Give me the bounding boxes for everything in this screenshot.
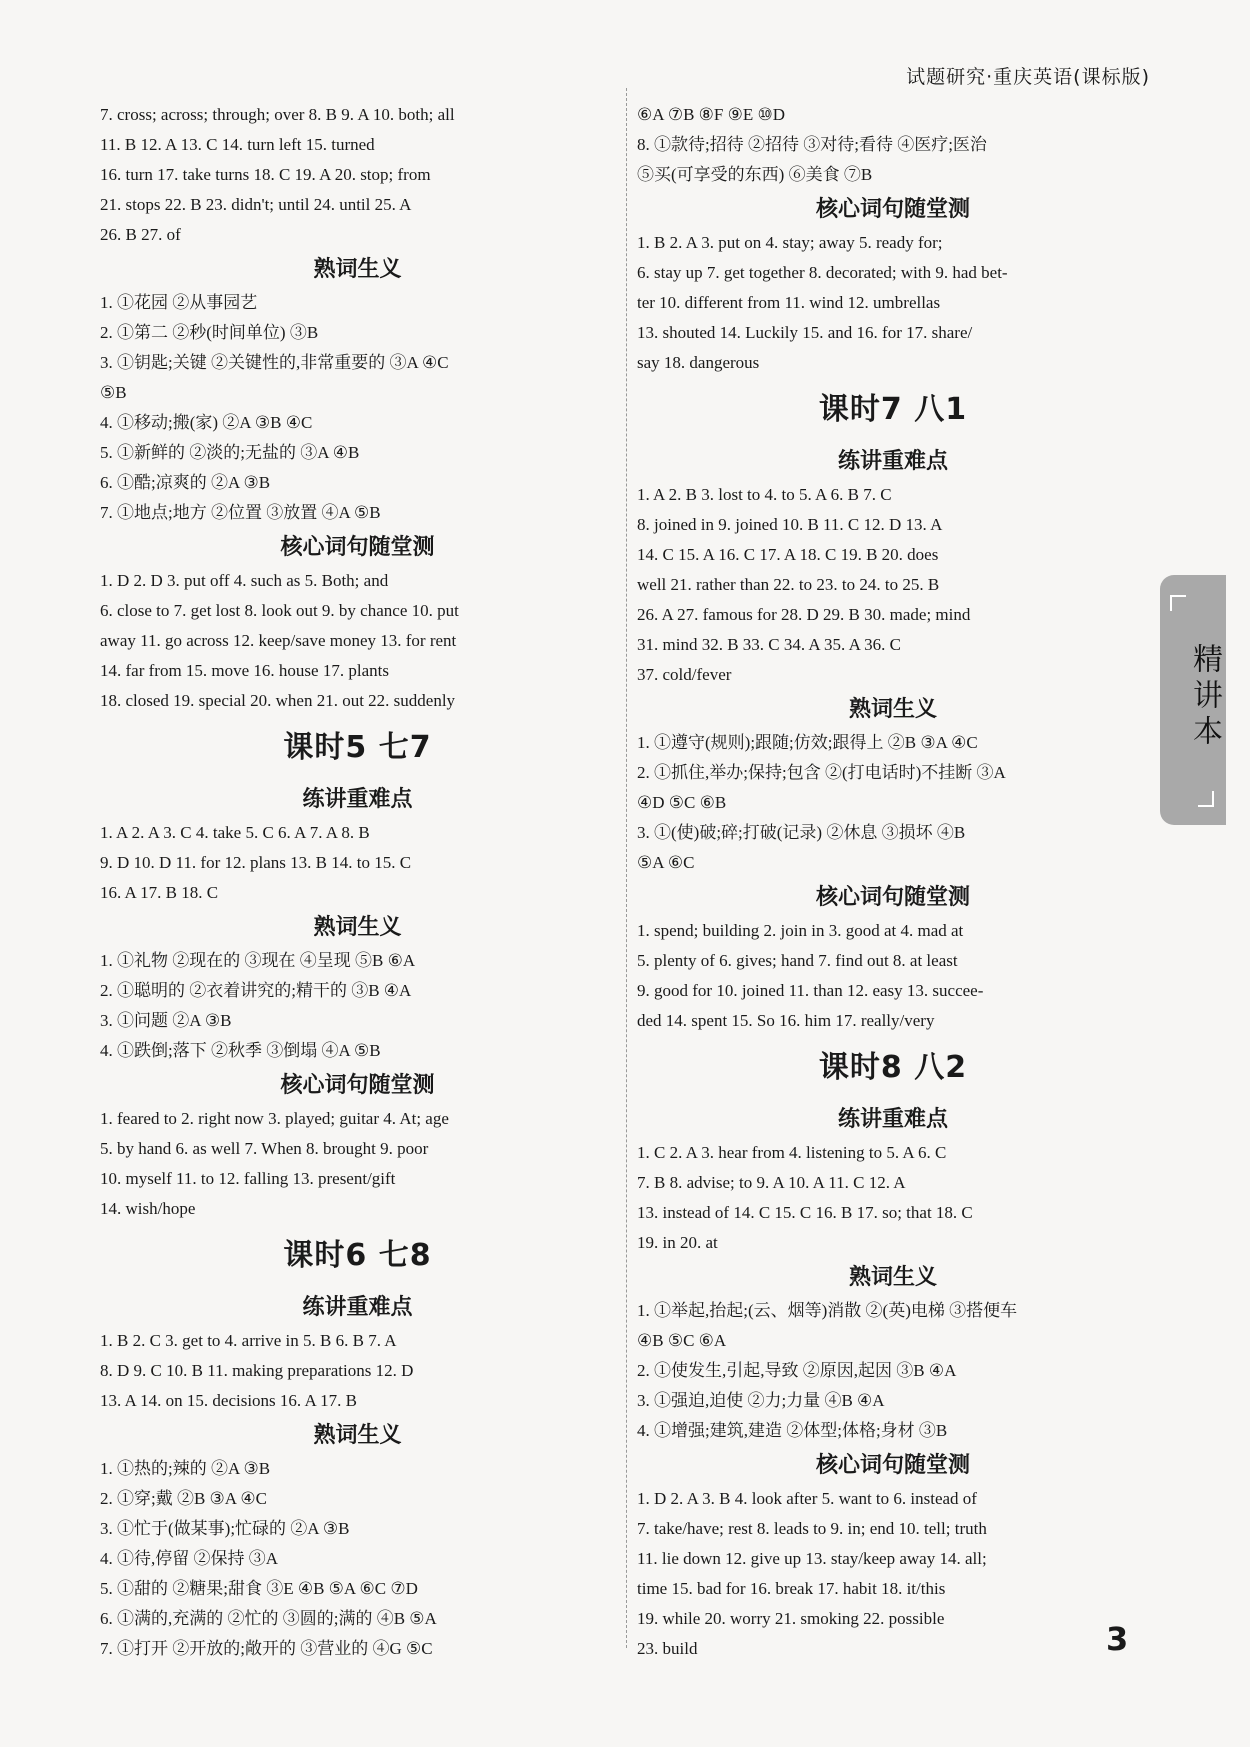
answer-line: 1. B 2. C 3. get to 4. arrive in 5. B 6. B 7. A	[100, 1331, 397, 1350]
answer-line: well 21. rather than 22. to 23. to 24. to 25. B	[637, 575, 940, 594]
answer-line: 31. mind 32. B 33. C 34. A 35. A 36. C	[637, 635, 902, 654]
left-column	[100, 100, 615, 1664]
section-heading: 核心词句随堂测	[280, 1073, 435, 1098]
section-heading: 核心词句随堂测	[815, 885, 970, 910]
answer-line: 7. ①打开 ②开放的;敞开的 ③营业的 ④G ⑤C	[100, 1639, 433, 1658]
answer-line: ded 14. spent 15. So 16. him 17. really/very	[637, 1011, 935, 1030]
answer-line: 1. ①花园 ②从事园艺	[100, 293, 258, 312]
answer-line: 9. good for 10. joined 11. than 12. easy 13. succee-	[637, 981, 984, 1000]
answer-line: 1. ①热的;辣的 ②A ③B	[100, 1459, 271, 1478]
answer-line: 3. ①忙于(做某事);忙碌的 ②A ③B	[100, 1519, 350, 1538]
answer-line: 16. A 17. B 18. C	[100, 883, 219, 902]
answer-line: 1. C 2. A 3. hear from 4. listening to 5. A 6. C	[637, 1143, 947, 1162]
answer-line: 23. build	[637, 1639, 698, 1658]
answer-line: 14. C 15. A 16. C 17. A 18. C 19. B 20. does	[637, 545, 939, 564]
answer-line: 13. A 14. on 15. decisions 16. A 17. B	[100, 1391, 357, 1410]
side-tab-label: 精讲本	[1187, 643, 1222, 751]
answer-line: 10. myself 11. to 12. falling 13. present/gift	[100, 1169, 396, 1188]
answer-line: ④D ⑤C ⑥B	[637, 793, 727, 812]
answer-line: 8. D 9. C 10. B 11. making preparations 12. D	[100, 1361, 414, 1380]
answer-line: 2. ①使发生,引起,导致 ②原因,起因 ③B ④A	[637, 1361, 957, 1380]
answer-line: 14. wish/hope	[100, 1199, 196, 1218]
answer-line: 2. ①第二 ②秒(时间单位) ③B	[100, 323, 319, 342]
section-heading: 核心词句随堂测	[815, 197, 970, 222]
answer-line: 21. stops 22. B 23. didn't; until 24. until 25. A	[100, 195, 412, 214]
page-header: 试题研究·重庆英语(课标版)	[906, 66, 1150, 88]
answer-line: 1. spend; building 2. join in 3. good at 4. mad at	[637, 921, 964, 940]
answer-line: ⑥A ⑦B ⑧F ⑨E ⑩D	[637, 105, 785, 124]
answer-line: 3. ①(使)破;碎;打破(记录) ②休息 ③损坏 ④B	[637, 823, 966, 842]
section-heading: 熟词生义	[313, 257, 402, 282]
answer-line: 6. stay up 7. get together 8. decorated; with 9. had bet-	[637, 263, 1008, 282]
answer-line: 3. ①钥匙;关键 ②关键性的,非常重要的 ③A ④C	[100, 353, 449, 372]
answer-line: 4. ①跌倒;落下 ②秋季 ③倒塌 ④A ⑤B	[100, 1041, 381, 1060]
section-heading: 练讲重难点	[837, 449, 948, 474]
answer-line: 7. B 8. advise; to 9. A 10. A 11. C 12. A	[637, 1173, 906, 1192]
section-heading: 核心词句随堂测	[815, 1453, 970, 1478]
section-heading: 熟词生义	[848, 1265, 937, 1290]
answer-line: 1. feared to 2. right now 3. played; guitar 4. At; age	[100, 1109, 449, 1128]
answer-line: 8. ①款待;招待 ②招待 ③对待;看待 ④医疗;医治	[637, 135, 987, 154]
answer-line: 1. ①举起,抬起;(云、烟等)消散 ②(英)电梯 ③搭便车	[637, 1301, 1018, 1320]
right-column	[637, 100, 1149, 1664]
answer-line: ⑤A ⑥C	[637, 853, 695, 872]
answer-line: 4. ①待,停留 ②保持 ③A	[100, 1549, 279, 1568]
section-heading: 核心词句随堂测	[280, 535, 435, 560]
lesson-title: 课时6 七8	[283, 1238, 432, 1273]
answer-line: ⑤买(可享受的东西) ⑥美食 ⑦B	[637, 165, 873, 184]
answer-line: 14. far from 15. move 16. house 17. plants	[100, 661, 389, 680]
answer-line: 9. D 10. D 11. for 12. plans 13. B 14. to 15. C	[100, 853, 412, 872]
answer-line: 3. ①问题 ②A ③B	[100, 1011, 232, 1030]
answer-line: 4. ①增强;建筑,建造 ②体型;体格;身材 ③B	[637, 1421, 948, 1440]
answer-line: 1. D 2. A 3. B 4. look after 5. want to 6. instead of	[637, 1489, 977, 1508]
section-heading: 熟词生义	[313, 915, 402, 940]
section-heading: 熟词生义	[313, 1423, 402, 1448]
answer-line: 5. ①新鲜的 ②淡的;无盐的 ③A ④B	[100, 443, 360, 462]
answer-line: 7. take/have; rest 8. leads to 9. in; end 10. tell; truth	[637, 1519, 987, 1538]
answer-line: 1. A 2. A 3. C 4. take 5. C 6. A 7. A 8. B	[100, 823, 370, 842]
answer-line: 11. B 12. A 13. C 14. turn left 15. turned	[100, 135, 375, 154]
answer-line: 2. ①穿;戴 ②B ③A ④C	[100, 1489, 267, 1508]
answer-line: ④B ⑤C ⑥A	[637, 1331, 727, 1350]
answer-line: 19. while 20. worry 21. smoking 22. possible	[637, 1609, 945, 1628]
answer-line: 5. ①甜的 ②糖果;甜食 ③E ④B ⑤A ⑥C ⑦D	[100, 1579, 418, 1598]
answer-line: 6. close to 7. get lost 8. look out 9. by chance 10. put	[100, 601, 459, 620]
answer-line: 1. ①礼物 ②现在的 ③现在 ④呈现 ⑤B ⑥A	[100, 951, 416, 970]
section-heading: 练讲重难点	[302, 1295, 413, 1320]
answer-line: 13. shouted 14. Luckily 15. and 16. for 17. share/	[637, 323, 973, 342]
answer-line: time 15. bad for 16. break 17. habit 18. it/this	[637, 1579, 946, 1598]
lesson-title: 课时7 八1	[818, 392, 968, 427]
section-heading: 练讲重难点	[837, 1107, 948, 1132]
answer-line: 5. by hand 6. as well 7. When 8. brought 9. poor	[100, 1139, 429, 1158]
section-heading: 练讲重难点	[302, 787, 413, 812]
answer-line: away 11. go across 12. keep/save money 13. for rent	[100, 631, 457, 650]
answer-line: 7. cross; across; through; over 8. B 9. A 10. both; all	[100, 105, 455, 124]
answer-line: 37. cold/fever	[637, 665, 732, 684]
lesson-title: 课时5 七7	[283, 730, 432, 765]
answer-line: 16. turn 17. take turns 18. C 19. A 20. stop; from	[100, 165, 431, 184]
answer-line: 8. joined in 9. joined 10. B 11. C 12. D 13. A	[637, 515, 943, 534]
answer-line: 6. ①满的,充满的 ②忙的 ③圆的;满的 ④B ⑤A	[100, 1609, 437, 1628]
answer-line: 1. D 2. D 3. put off 4. such as 5. Both; and	[100, 571, 389, 590]
answer-line: say 18. dangerous	[637, 353, 760, 372]
answer-line: 5. plenty of 6. gives; hand 7. find out 8. at least	[637, 951, 958, 970]
answer-line: 3. ①强迫,迫使 ②力;力量 ④B ④A	[637, 1391, 885, 1410]
bracket-top-icon	[1170, 595, 1186, 611]
lesson-title: 课时8 八2	[818, 1050, 968, 1085]
answer-line: 19. in 20. at	[637, 1233, 718, 1252]
section-side-tab	[1160, 575, 1226, 825]
answer-line: 7. ①地点;地方 ②位置 ③放置 ④A ⑤B	[100, 503, 381, 522]
answer-line: 26. B 27. of	[100, 225, 181, 244]
answer-line: 18. closed 19. special 20. when 21. out 22. suddenly	[100, 691, 456, 710]
answer-line: ⑤B	[100, 383, 127, 402]
answer-line: 4. ①移动;搬(家) ②A ③B ④C	[100, 413, 313, 432]
column-divider	[626, 88, 627, 1648]
bracket-bottom-icon	[1198, 791, 1214, 807]
answer-line: 13. instead of 14. C 15. C 16. B 17. so; that 18. C	[637, 1203, 973, 1222]
answer-line: 1. ①遵守(规则);跟随;仿效;跟得上 ②B ③A ④C	[637, 733, 978, 752]
answer-line: 1. A 2. B 3. lost to 4. to 5. A 6. B 7. C	[637, 485, 892, 504]
page-number: 3	[1106, 1620, 1129, 1658]
answer-line: 2. ①聪明的 ②衣着讲究的;精干的 ③B ④A	[100, 981, 412, 1000]
answer-line: 6. ①酷;凉爽的 ②A ③B	[100, 473, 271, 492]
answer-line: 1. B 2. A 3. put on 4. stay; away 5. ready for;	[637, 233, 943, 252]
section-heading: 熟词生义	[848, 697, 937, 722]
answer-line: 11. lie down 12. give up 13. stay/keep away 14. all;	[637, 1549, 987, 1568]
answer-line: ter 10. different from 11. wind 12. umbrellas	[637, 293, 941, 312]
answer-line: 2. ①抓住,举办;保持;包含 ②(打电话时)不挂断 ③A	[637, 763, 1006, 782]
answer-line: 26. A 27. famous for 28. D 29. B 30. made; mind	[637, 605, 971, 624]
